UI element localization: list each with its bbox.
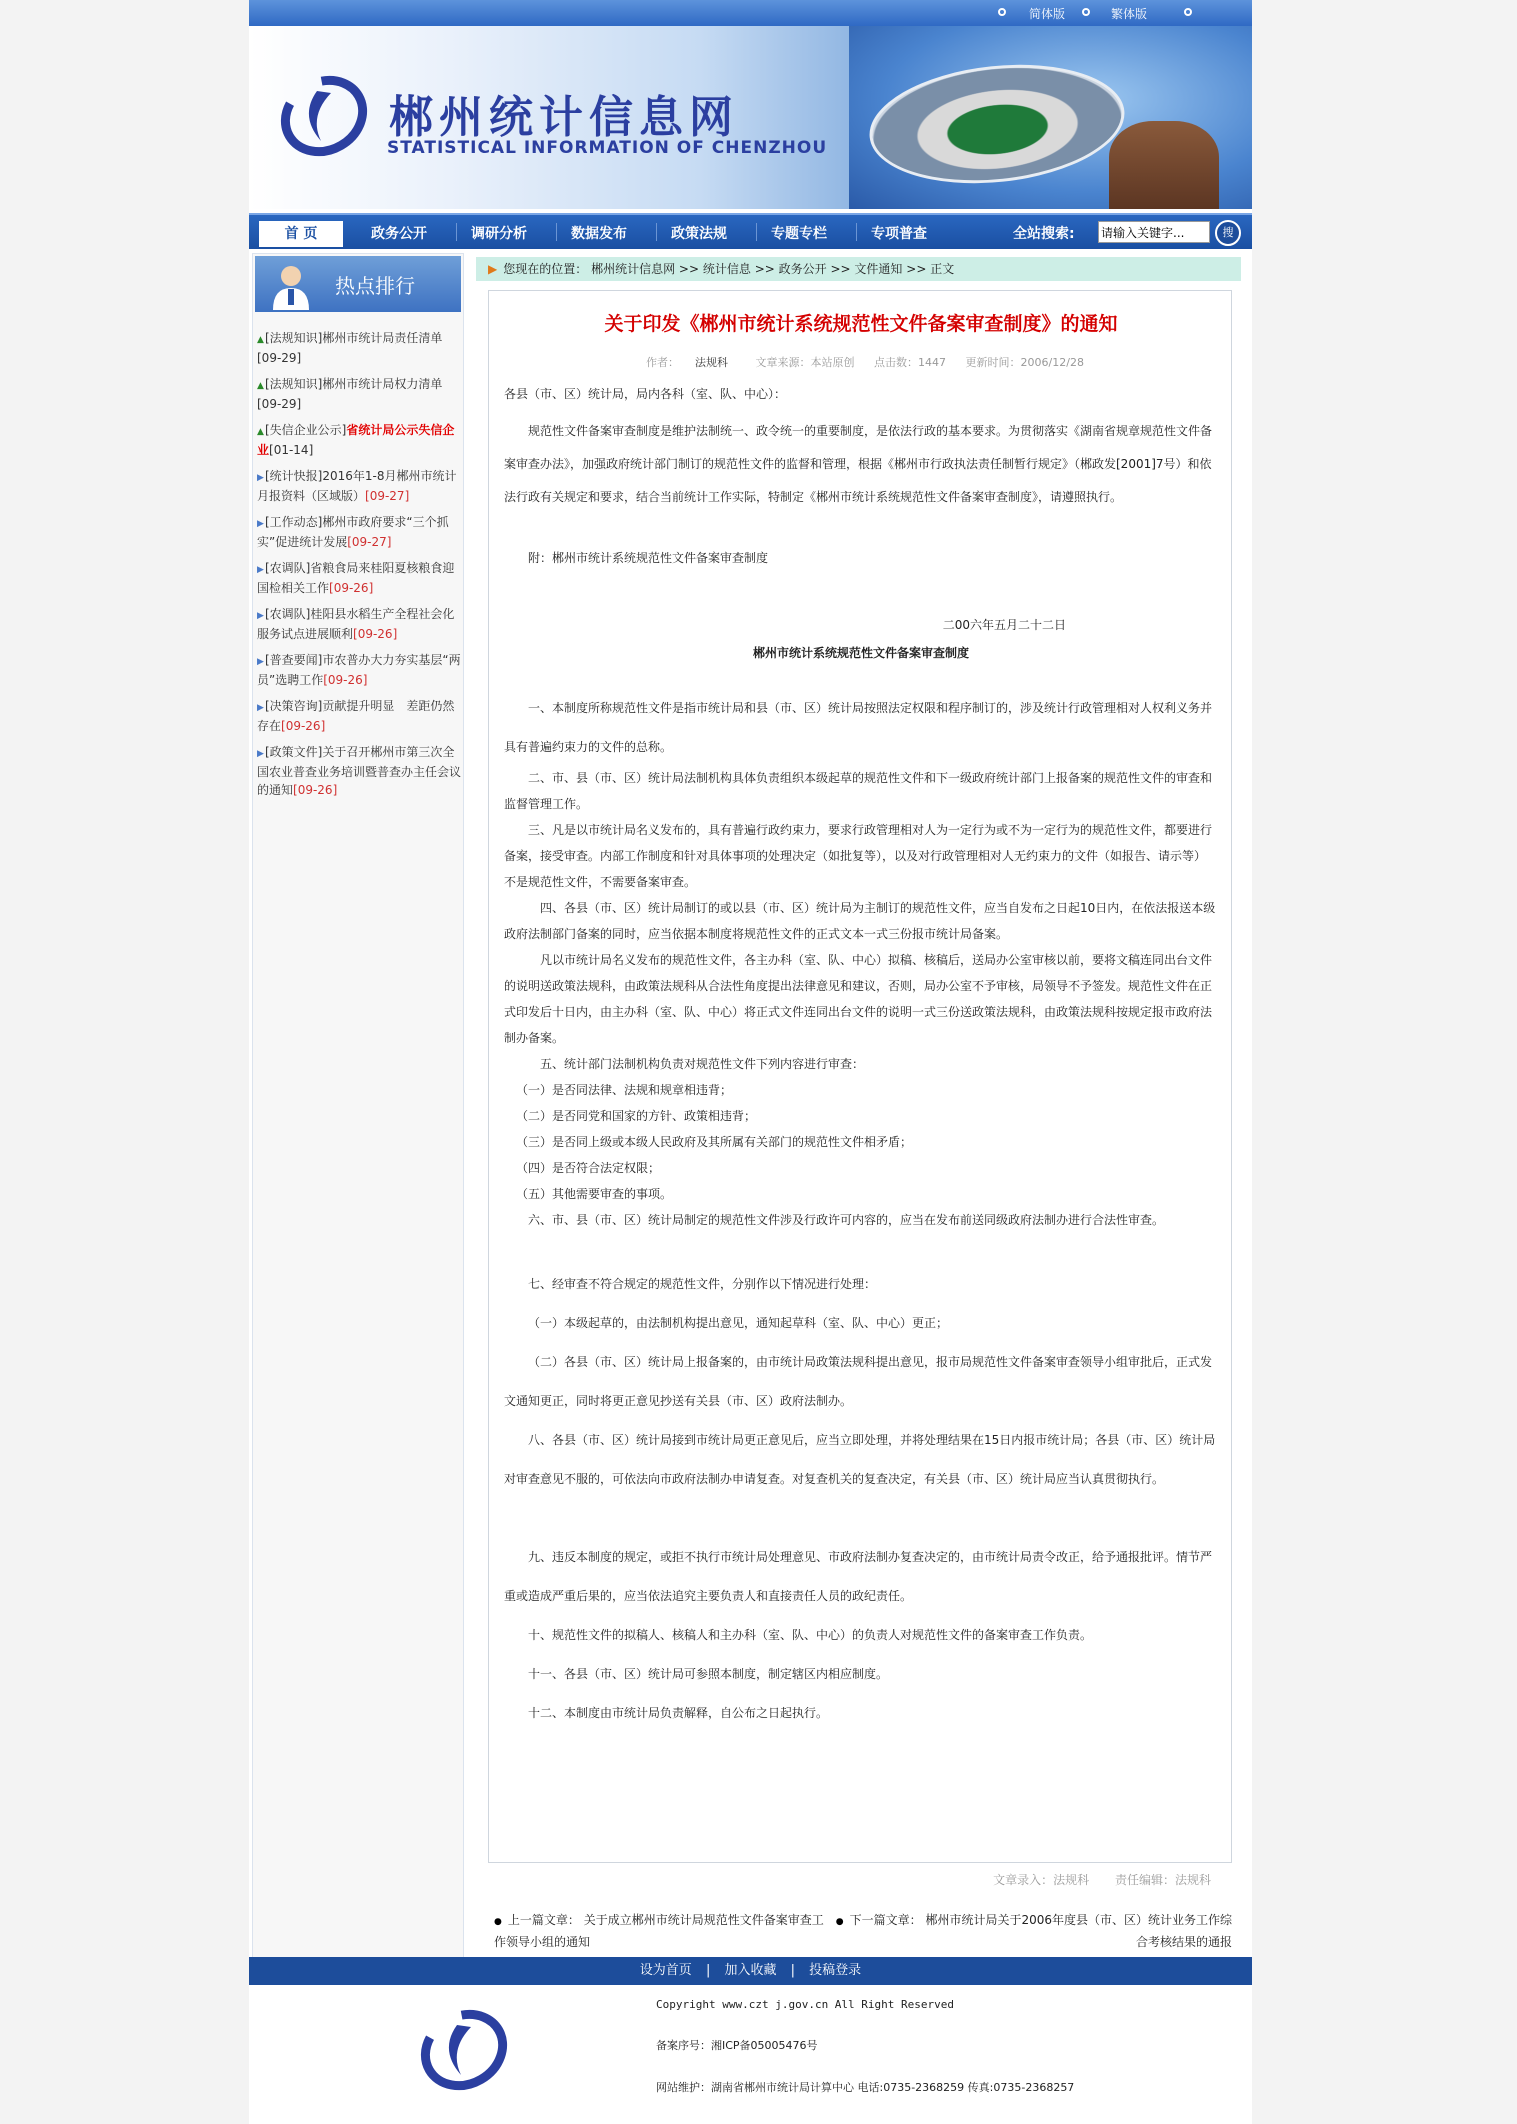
article-hits: 点击数：1447 bbox=[874, 356, 947, 369]
user-icon bbox=[269, 262, 313, 310]
copyright-text: Copyright www.czt j.gov.cn All Right Reserved bbox=[656, 1998, 955, 2011]
hot-list-text: [工作动态]郴州市政府要求“三个抓实”促进统计发展 bbox=[257, 515, 449, 549]
article-footer-meta bbox=[489, 1871, 1233, 1888]
hot-list-date: [09-26] bbox=[323, 673, 368, 687]
site-logo-icon bbox=[279, 71, 369, 161]
article-paragraph: （三）是否同上级或本级人民政府及其所属有关部门的规范性文件相矛盾； bbox=[516, 1135, 913, 1149]
prev-article bbox=[494, 1910, 832, 1952]
site-footer bbox=[249, 1985, 1252, 2124]
article-paragraph: 七、经审查不符合规定的规范性文件，分别作以下情况进行处理： bbox=[528, 1277, 877, 1291]
prev-label: 上一篇文章： bbox=[507, 1913, 580, 1927]
footer-separator: | bbox=[705, 1963, 711, 1978]
article-source: 文章来源：本站原创 bbox=[755, 356, 855, 369]
hot-list-item[interactable] bbox=[253, 651, 465, 689]
submit-login-link[interactable]: 投稿登录 bbox=[809, 1963, 862, 1978]
article-paragraph: 一、本制度所称规范性文件是指市统计局和县（市、区）统计局按照法定权限和程序制订的，涉及统计行政管理相对人权利义务并具有普遍约束力的文件的总称。 bbox=[504, 701, 1213, 754]
sidebar bbox=[252, 253, 464, 1960]
footer-separator: | bbox=[790, 1963, 796, 1978]
chevron-right-icon: ▶ bbox=[257, 565, 264, 575]
search-label: 全站搜索: bbox=[1013, 226, 1075, 242]
hot-list-item[interactable] bbox=[253, 605, 465, 643]
next-label: 下一篇文章： bbox=[849, 1913, 922, 1927]
hot-list-text: [统计快报]2016年1-8月郴州市统计月报资料（区域版） bbox=[257, 469, 457, 503]
chevron-right-icon: ▶ bbox=[257, 473, 264, 483]
hot-list-text: [政策文件]关于召开郴州市第三次全国农业普查业务培训暨普查办主任会议的通知 bbox=[257, 745, 462, 797]
next-article bbox=[832, 1910, 1232, 1952]
article-paragraph: 十一、各县（市、区）统计局可参照本制度，制定辖区内相应制度。 bbox=[528, 1667, 889, 1681]
nav-gov-affairs[interactable]: 政务公开 bbox=[371, 226, 427, 242]
traditional-link[interactable]: 繁体版 bbox=[1111, 7, 1148, 21]
article-paragraph: 三、凡是以市统计局名义发布的，具有普遍行政约束力，要求行政管理相对人为一定行为或不为一定行为的规范性文件，都要进行备案，接受审查。内部工作制度和针对具体事项的处理决定（如批复等），以及对行政管理相对人无约束力的文件（如报告、请示等）不是规范性文件，不需要备案审查。 bbox=[504, 823, 1213, 889]
simplified-link[interactable]: 简体版 bbox=[1029, 7, 1066, 21]
breadcrumb bbox=[476, 257, 1241, 281]
hot-list-text: [农调队]省粮食局来桂阳夏核粮食迎国检相关工作 bbox=[257, 561, 455, 595]
nav-separator bbox=[456, 223, 457, 241]
nav-special[interactable]: 专题专栏 bbox=[771, 226, 827, 242]
chevron-right-icon: ▶ bbox=[257, 657, 264, 667]
article-paragraph: 六、市、县（市、区）统计局制定的规范性文件涉及行政许可内容的，应当在发布前送同级政府法制办进行合法性审查。 bbox=[528, 1213, 1165, 1227]
hot-list-text: [农调队]桂阳县水稻生产全程社会化服务试点进展顺利 bbox=[257, 607, 455, 641]
breadcrumb-item[interactable]: 郴州统计信息网 bbox=[591, 262, 676, 276]
hot-list-text: [决策咨询]贡献提升明显 差距仍然存在 bbox=[257, 699, 455, 733]
statue-image bbox=[1109, 121, 1219, 209]
nav-home[interactable]: 首 页 bbox=[259, 221, 343, 247]
author-label: 作者： bbox=[646, 356, 680, 369]
hot-list-item[interactable] bbox=[253, 375, 465, 413]
breadcrumb-separator: >> bbox=[830, 262, 855, 276]
set-homepage-link[interactable]: 设为首页 bbox=[639, 1963, 692, 1978]
bullet-icon bbox=[998, 8, 1006, 16]
bullet-icon bbox=[1082, 8, 1090, 16]
article-paragraph: 四、各县（市、区）统计局制订的或以县（市、区）统计局为主制订的规范性文件，应当自发布之日起10日内，在依法报送本级政府法制部门备案的同时，应当依据本制度将规范性文件的正式文本一式三份报市统计局备案。 bbox=[504, 901, 1216, 941]
icp-text: 备案序号：湘ICP备05005476号 bbox=[656, 2039, 818, 2052]
intro-paragraph: 规范性文件备案审查制度是维护法制统一、政令统一的重要制度，是依法行政的基本要求。为贯彻落实《湖南省规章规范性文件备案审查办法》，加强政府统计部门制订的规范性文件的监督和管理，根据《郴州市行政执法责任制暂行规定》（郴政发[2001]7号）和依法行政有关规定和要求，结合当前统计工作实际，特制定《郴州市统计系统规范性文件备案审查制度》，请遵照执行。 bbox=[504, 424, 1213, 504]
article-paragraph: 八、各县（市、区）统计局接到市统计局更正意见后，应当立即处理，并将处理结果在15日内报市统计局；各县（市、区）统计局对审查意见不服的，可依法向市政府法制办申请复查。对复查机关的复查决定，有关县（市、区）统计局应当认真贯彻执行。 bbox=[504, 1433, 1216, 1486]
article-paragraph: 五、统计部门法制机构负责对规范性文件下列内容进行审查： bbox=[540, 1057, 865, 1071]
article-author: 法规科 bbox=[695, 356, 729, 369]
breadcrumb-prefix: 您现在的位置： bbox=[503, 262, 588, 276]
footer-logo-icon bbox=[419, 2005, 509, 2095]
triangle-icon: ▲ bbox=[257, 381, 264, 391]
page-wrapper bbox=[249, 0, 1252, 2124]
article-paragraph: （一）是否同法律、法规和规章相违背； bbox=[516, 1083, 733, 1097]
chevron-right-icon: ▶ bbox=[257, 703, 264, 713]
hot-list-text: [法规知识]郴州市统计局责任清单 bbox=[265, 331, 443, 345]
chevron-right-icon: ▶ bbox=[257, 519, 264, 529]
hot-list-item[interactable] bbox=[253, 743, 465, 799]
hot-list-highlight: 省统计局公示失信企业 bbox=[257, 423, 455, 457]
hot-list-item[interactable] bbox=[253, 421, 465, 459]
hot-list-text: [法规知识]郴州市统计局权力清单 bbox=[265, 377, 443, 391]
prev-article-link[interactable]: 关于成立郴州市统计局规范性文件备案审查工作领导小组的通知 bbox=[494, 1913, 824, 1949]
hot-list-text: [普查要闻]市农普办大力夯实基层“两员”选聘工作 bbox=[257, 653, 461, 687]
article-entry: 文章录入：法规科 bbox=[993, 1873, 1090, 1887]
hot-list-date: [09-26] bbox=[293, 783, 338, 797]
nav-policy[interactable]: 政策法规 bbox=[671, 226, 727, 242]
hot-list-date: [09-26] bbox=[329, 581, 374, 595]
breadcrumb-item[interactable]: 统计信息 bbox=[702, 262, 751, 276]
search-button[interactable]: 搜 bbox=[1215, 220, 1241, 246]
site-title-en: STATISTICAL INFORMATION OF CHENZHOU bbox=[387, 138, 828, 158]
arrow-icon: ▶ bbox=[488, 262, 498, 276]
breadcrumb-item[interactable]: 文件通知 bbox=[854, 262, 903, 276]
issue-date: 二00六年五月二十二日 bbox=[942, 618, 1066, 632]
article-meta bbox=[489, 354, 1233, 370]
hot-list-date: [09-26] bbox=[353, 627, 398, 641]
hot-list-date: [09-29] bbox=[257, 351, 302, 365]
search-input[interactable] bbox=[1098, 221, 1210, 243]
article-paragraph: 十二、本制度由市统计局负责解释，自公布之日起执行。 bbox=[528, 1706, 829, 1720]
bullet-icon bbox=[1184, 8, 1192, 16]
breadcrumb-item[interactable]: 政务公开 bbox=[778, 262, 827, 276]
nav-census[interactable]: 专项普查 bbox=[871, 226, 927, 242]
footer-nav bbox=[249, 1957, 1252, 1985]
article-editor: 责任编辑：法规科 bbox=[1114, 1873, 1211, 1887]
add-favorite-link[interactable]: 加入收藏 bbox=[724, 1963, 777, 1978]
hot-list-date: [01-14] bbox=[269, 443, 314, 457]
main-nav bbox=[249, 213, 1252, 249]
breadcrumb-current: 正文 bbox=[930, 262, 955, 276]
chevron-right-icon: ▶ bbox=[257, 749, 264, 759]
triangle-icon: ▲ bbox=[257, 427, 264, 437]
hot-ranking-header bbox=[255, 256, 461, 312]
hot-list-text: [失信企业公示] bbox=[265, 423, 347, 437]
article-paragraph: 凡以市统计局名义发布的规范性文件，各主办科（室、队、中心）拟稿、核稿后，送局办公室审核以前，要将文稿连同出台文件的说明送政策法规科，由政策法规科从合法性角度提出法律意见和建议，否则，局办公室不予审核，局领导不予签发。规范性文件在正式印发后十日内，由主办科（室、队、中心）将正式文件连同出台文件的说明一式三份送政策法规科，由政策法规科按规定报市政府法制办备案。 bbox=[504, 953, 1213, 1045]
breadcrumb-separator: >> bbox=[906, 262, 931, 276]
hot-list bbox=[253, 329, 465, 807]
nav-separator bbox=[756, 223, 757, 241]
article-paragraph: （一）本级起草的，由法制机构提出意见，通知起草科（室、队、中心）更正； bbox=[528, 1316, 949, 1330]
article-updated: 更新时间：2006/12/28 bbox=[965, 356, 1084, 369]
article-title: 关于印发《郴州市统计系统规范性文件备案审查制度》的通知 bbox=[604, 313, 1118, 335]
breadcrumb-separator: >> bbox=[754, 262, 779, 276]
chevron-right-icon: ▶ bbox=[257, 611, 264, 621]
maintainer-text: 网站维护：湖南省郴州市统计局计算中心 电话:0735-2368259 传真:0735-2368257 bbox=[656, 2081, 1075, 2094]
triangle-icon: ▲ bbox=[257, 335, 264, 345]
article-paragraph: 九、违反本制度的规定，或拒不执行市统计局处理意见、市政府法制办复查决定的，由市统计局责令改正，给予通报批评。情节严重或造成严重后果的，应当依法追究主要负责人和直接责任人员的政纪责任。 bbox=[504, 1550, 1213, 1603]
hot-list-date: [09-29] bbox=[257, 397, 302, 411]
article-paragraph: 二、市、县（市、区）统计局法制机构具体负责组织本级起草的规范性文件和下一级政府统计部门上报备案的规范性文件的审查和监督管理工作。 bbox=[504, 771, 1213, 811]
site-title-cn: 郴州统计信息网 bbox=[389, 92, 739, 143]
article-paragraph: 十、规范性文件的拟稿人、核稿人和主办科（室、队、中心）的负责人对规范性文件的备案审查工作负责。 bbox=[528, 1628, 1093, 1642]
hot-list-date: [09-26] bbox=[281, 719, 326, 733]
hot-ranking-title: 热点排行 bbox=[335, 274, 415, 298]
nav-data-release[interactable]: 数据发布 bbox=[571, 226, 627, 242]
site-banner bbox=[249, 26, 1252, 209]
hot-list-item[interactable] bbox=[253, 559, 465, 597]
article-paragraph: （四）是否符合法定权限； bbox=[516, 1161, 661, 1175]
breadcrumb-separator: >> bbox=[678, 262, 703, 276]
nav-separator bbox=[656, 223, 657, 241]
top-bar bbox=[249, 0, 1252, 26]
nav-separator bbox=[556, 223, 557, 241]
hot-list-item[interactable] bbox=[253, 513, 465, 551]
hot-list-item[interactable] bbox=[253, 467, 465, 505]
article-paragraph: （二）是否同党和国家的方针、政策相违背； bbox=[516, 1109, 757, 1123]
attachment-note: 附：郴州市统计系统规范性文件备案审查制度 bbox=[528, 551, 769, 565]
bullet-icon: ● bbox=[494, 1917, 502, 1927]
nav-separator bbox=[856, 223, 857, 241]
hot-list-date: [09-27] bbox=[365, 489, 410, 503]
hot-list-item[interactable] bbox=[253, 329, 465, 367]
hot-list-date: [09-27] bbox=[347, 535, 392, 549]
bullet-icon: ● bbox=[835, 1917, 844, 1927]
salutation: 各县（市、区）统计局，局内各科（室、队、中心）： bbox=[504, 387, 787, 401]
article-paragraph: （二）各县（市、区）统计局上报备案的，由市统计局政策法规科提出意见，报市局规范性文件备案审查领导小组审批后，正式发文通知更正，同时将更正意见抄送有关县（市、区）政府法制办。 bbox=[504, 1355, 1213, 1408]
hot-list-item[interactable] bbox=[253, 697, 465, 735]
nav-research[interactable]: 调研分析 bbox=[471, 226, 527, 242]
regulation-title: 郴州市统计系统规范性文件备案审查制度 bbox=[752, 646, 969, 660]
article-paragraph: （五）其他需要审查的事项。 bbox=[516, 1187, 673, 1201]
article-body bbox=[488, 290, 1232, 1887]
next-article-link[interactable]: 郴州市统计局关于2006年度县（市、区）统计业务工作综合考核结果的通报 bbox=[925, 1913, 1232, 1949]
